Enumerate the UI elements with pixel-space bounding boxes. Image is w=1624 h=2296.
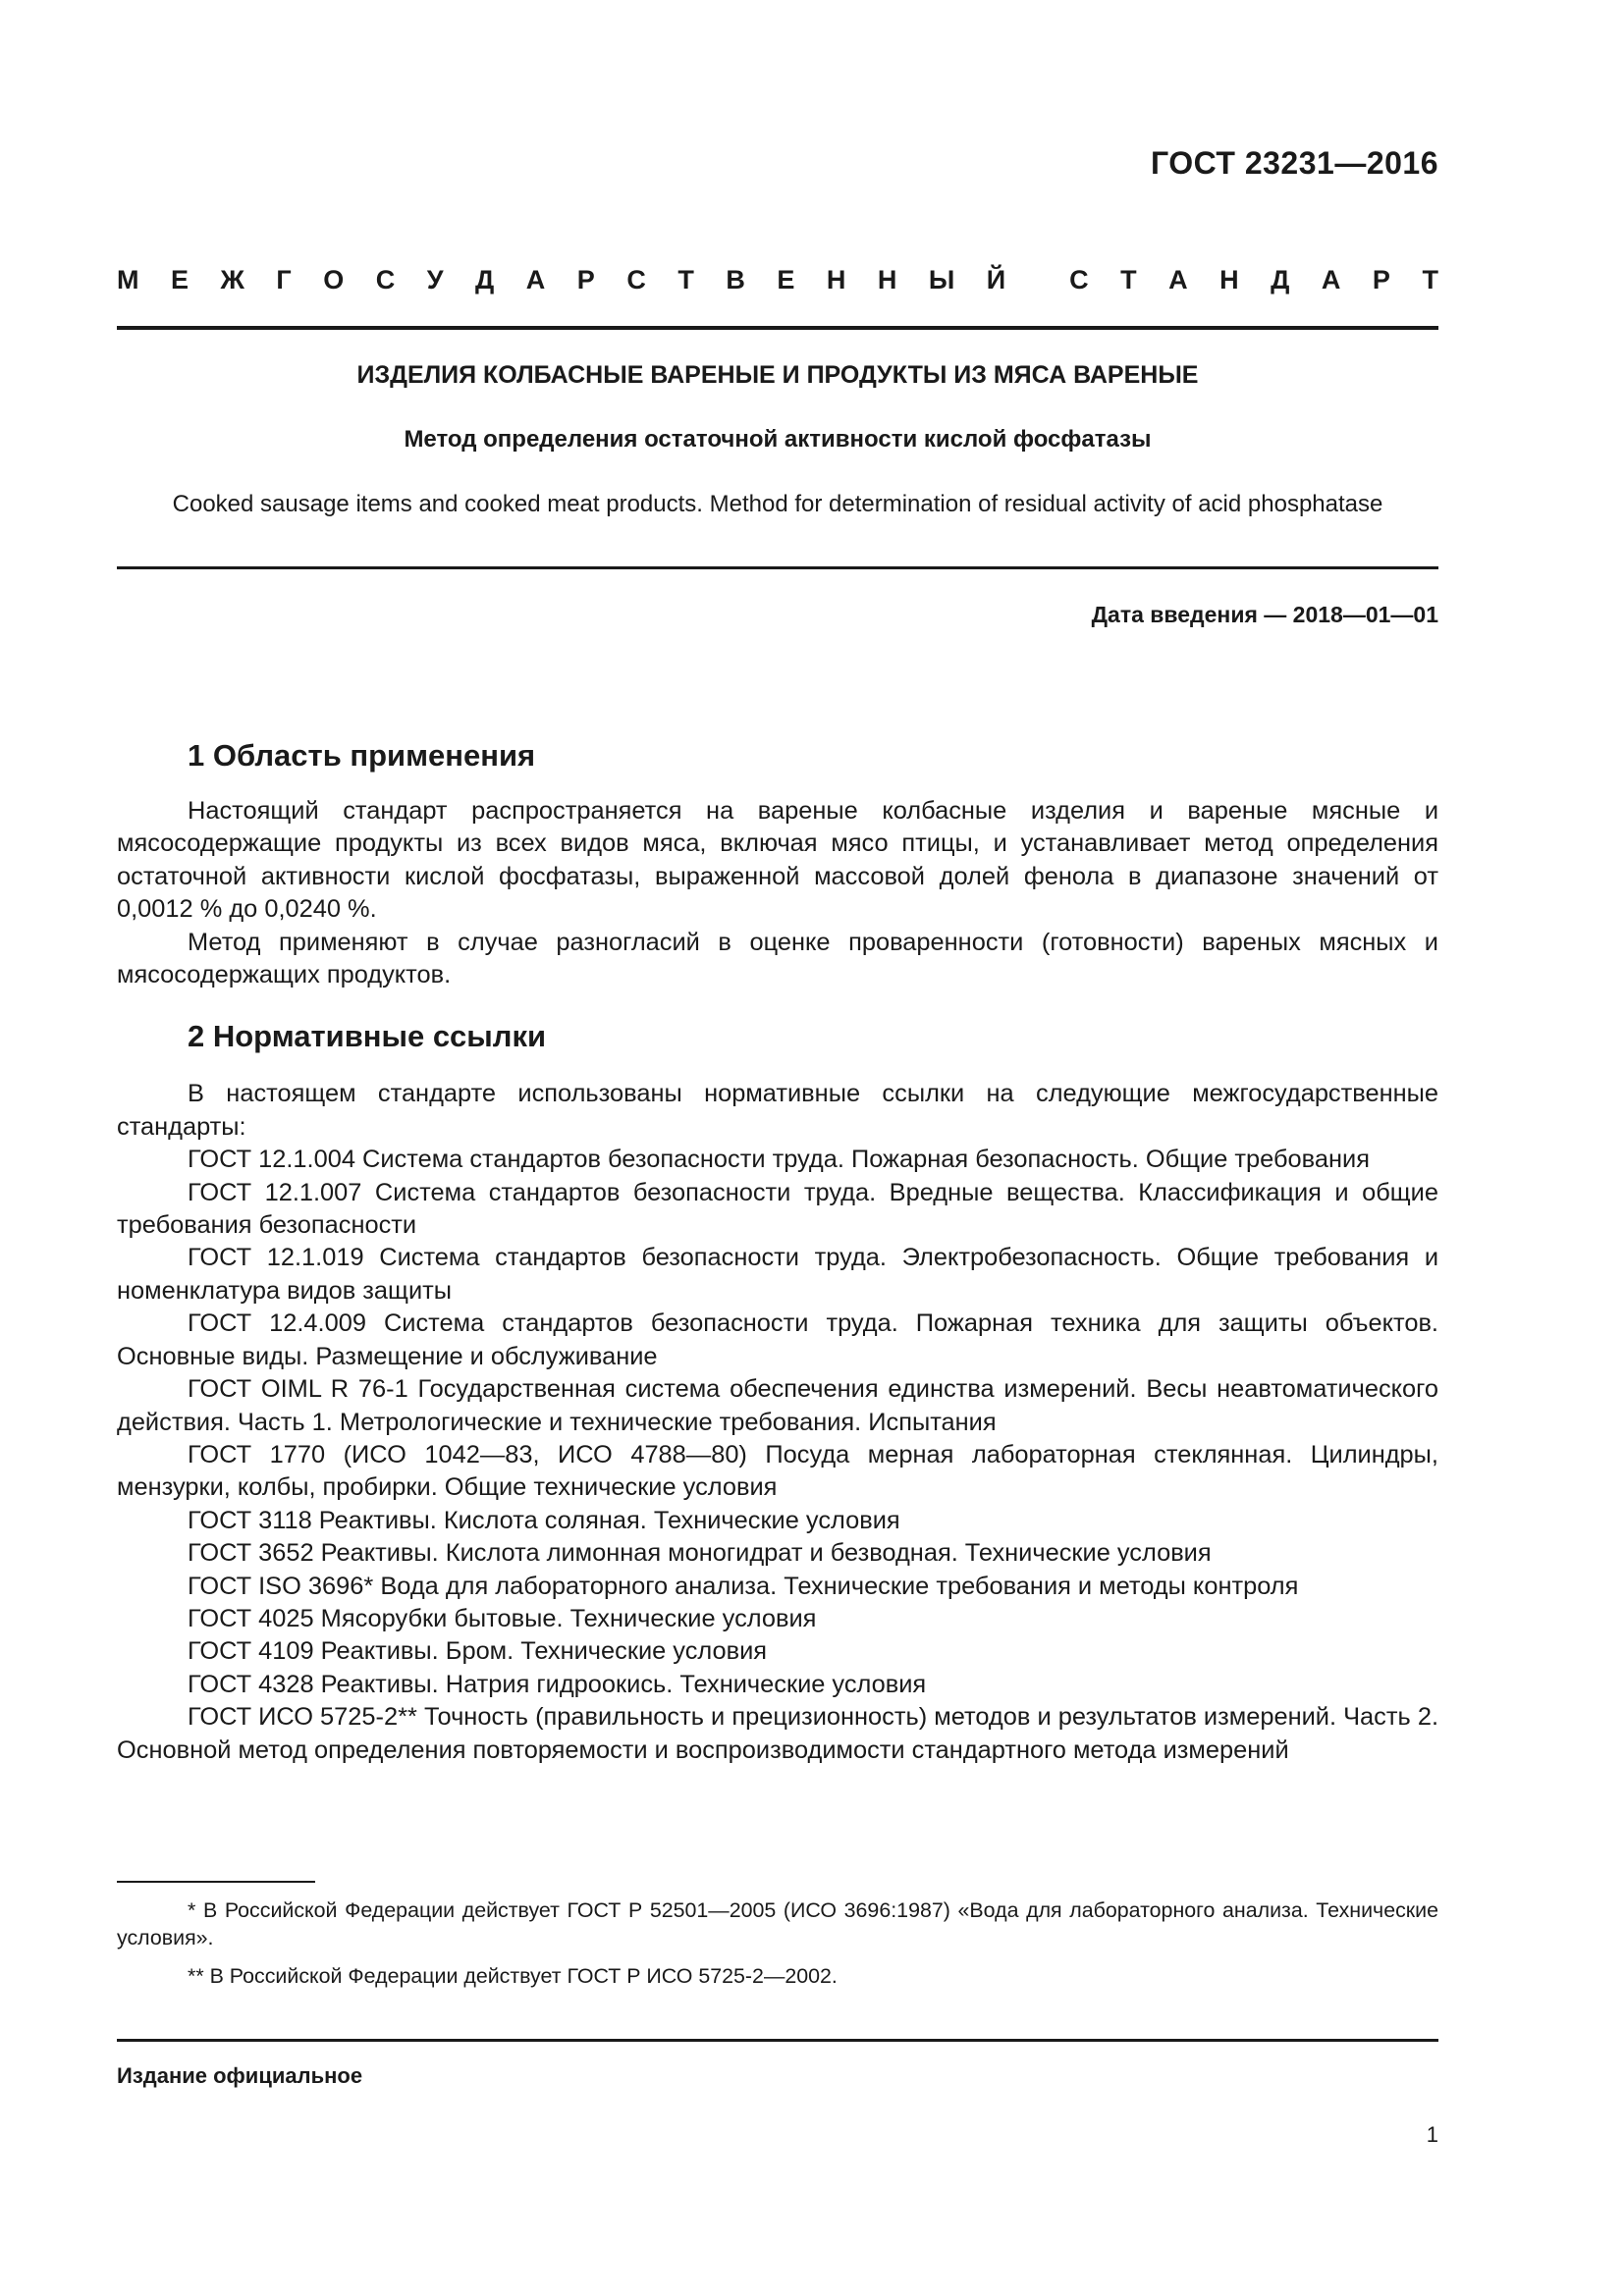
standard-kind-letter: С xyxy=(375,265,396,294)
reference-item: ГОСТ 4109 Реактивы. Бром. Технические условия xyxy=(188,1637,768,1666)
standard-kind-letter: Е xyxy=(777,265,795,294)
standard-kind-letter: Т xyxy=(1422,265,1438,294)
standard-kind-letter: Е xyxy=(171,265,189,294)
standard-kind-letter: Й xyxy=(986,265,1006,294)
paragraph: В настоящем стандарте использованы нормативные ссылки на следующие межгосударственные стандарты: xyxy=(117,1080,1438,1141)
header-divider xyxy=(117,326,1438,330)
reference-item: ГОСТ 12.1.019 Система стандартов безопасности труда. Электробезопасность. Общие требования и номенклатура видов защиты xyxy=(117,1244,1438,1305)
reference-item: ГОСТ ISO 3696* Вода для лабораторного анализа. Технические требования и методы контроля xyxy=(188,1572,1299,1600)
standard-kind-letter: Г xyxy=(276,265,292,294)
title-divider xyxy=(117,566,1438,569)
reference-item: ГОСТ 3652 Реактивы. Кислота лимонная моногидрат и безводная. Технические условия xyxy=(188,1539,1212,1568)
document-title: ИЗДЕЛИЯ КОЛБАСНЫЕ ВАРЕНЫЕ И ПРОДУКТЫ ИЗ МЯСА ВАРЕНЫЕ xyxy=(356,361,1199,389)
footnote: ** В Российской Федерации действует ГОСТ Р ИСО 5725-2—2002. xyxy=(188,1964,838,1988)
paragraph: Метод применяют в случае разногласий в оценке проваренности (готовности) вареных мясных и мясосодержащих продуктов. xyxy=(117,928,1438,989)
standard-kind-letter: Т xyxy=(677,265,694,294)
standard-kind-letter: Ы xyxy=(928,265,955,294)
standard-kind-letter: А xyxy=(1168,265,1188,294)
document-page xyxy=(117,0,1438,2296)
standard-number: ГОСТ 23231—2016 xyxy=(1150,145,1438,181)
standard-kind-letter: М xyxy=(117,265,139,294)
reference-item: ГОСТ ИСО 5725-2** Точность (правильность и прецизионность) методов и результатов измерений. Часть 2. Основной метод определения повторяемости и воспроизводимости стандартного метода измерений xyxy=(117,1703,1438,1764)
standard-kind-heading xyxy=(117,265,1438,295)
standard-kind-letter: Д xyxy=(475,265,495,294)
paragraph: Настоящий стандарт распространяется на вареные колбасные изделия и вареные мясные и мясосодержащие продукты из всех видов мяса, включая мясо птицы, и устанавливает метод определения остаточной активности кислой фосфатазы, выраженной массовой долей фенола в диапазоне значений от 0,0012 % до 0,0240 %. xyxy=(117,797,1438,924)
standard-kind-letter: О xyxy=(323,265,345,294)
standard-kind-letter: У xyxy=(426,265,444,294)
standard-kind-letter: А xyxy=(525,265,546,294)
standard-kind-letter: Н xyxy=(1219,265,1239,294)
reference-item: ГОСТ 12.1.004 Система стандартов безопасности труда. Пожарная безопасность. Общие требования xyxy=(188,1146,1370,1174)
reference-item: ГОСТ 12.4.009 Система стандартов безопасности труда. Пожарная техника для защиты объектов. Основные виды. Размещение и обслуживание xyxy=(117,1309,1438,1370)
standard-kind-letter: Ж xyxy=(220,265,244,294)
edition-label: Издание официальное xyxy=(117,2063,363,2088)
reference-item: ГОСТ OIML R 76-1 Государственная система обеспечения единства измерений. Весы неавтоматического действия. Часть 1. Метрологические и технические требования. Испытания xyxy=(117,1375,1438,1436)
document-title-english: Cooked sausage items and cooked meat products. Method for determination of residual activity of acid phosphatase xyxy=(172,491,1383,517)
page-number: 1 xyxy=(1426,2122,1438,2147)
standard-kind-letter: Н xyxy=(877,265,897,294)
footnotes xyxy=(117,1896,1438,2001)
reference-item: ГОСТ 12.1.007 Система стандартов безопасности труда. Вредные вещества. Классификация и общие требования безопасности xyxy=(117,1178,1438,1240)
section-heading-scope: 1 Область применения xyxy=(188,738,536,773)
standard-kind-letter: В xyxy=(726,265,745,294)
standard-kind-letter: Н xyxy=(826,265,846,294)
section-heading-normative-references: 2 Нормативные ссылки xyxy=(188,1019,547,1054)
document-subtitle: Метод определения остаточной активности кислой фосфатазы xyxy=(404,426,1152,453)
standard-kind-letter: С xyxy=(626,265,646,294)
footer-divider xyxy=(117,2039,1438,2042)
standard-kind-letter: Р xyxy=(1372,265,1390,294)
standard-kind-letter: А xyxy=(1321,265,1341,294)
document-body xyxy=(117,736,1438,1767)
standard-kind-letter: Т xyxy=(1120,265,1137,294)
reference-item: ГОСТ 4025 Мясорубки бытовые. Технические условия xyxy=(188,1604,817,1632)
standard-kind-letter: С xyxy=(1069,265,1089,294)
standard-kind-letter: Р xyxy=(576,265,595,294)
reference-item: ГОСТ 1770 (ИСО 1042—83, ИСО 4788—80) Посуда мерная лабораторная стеклянная. Цилиндры, мензурки, колбы, пробирки. Общие технические условия xyxy=(117,1440,1438,1502)
introduction-date: Дата введения — 2018—01—01 xyxy=(1091,602,1438,627)
footnote-divider xyxy=(117,1881,315,1883)
reference-item: ГОСТ 4328 Реактивы. Натрия гидроокись. Технические условия xyxy=(188,1670,927,1698)
reference-item: ГОСТ 3118 Реактивы. Кислота соляная. Технические условия xyxy=(188,1506,900,1534)
footnote: * В Российской Федерации действует ГОСТ Р 52501—2005 (ИСО 3696:1987) «Вода для лабораторного анализа. Технические условия». xyxy=(117,1898,1438,1949)
standard-kind-letter: Д xyxy=(1271,265,1290,294)
